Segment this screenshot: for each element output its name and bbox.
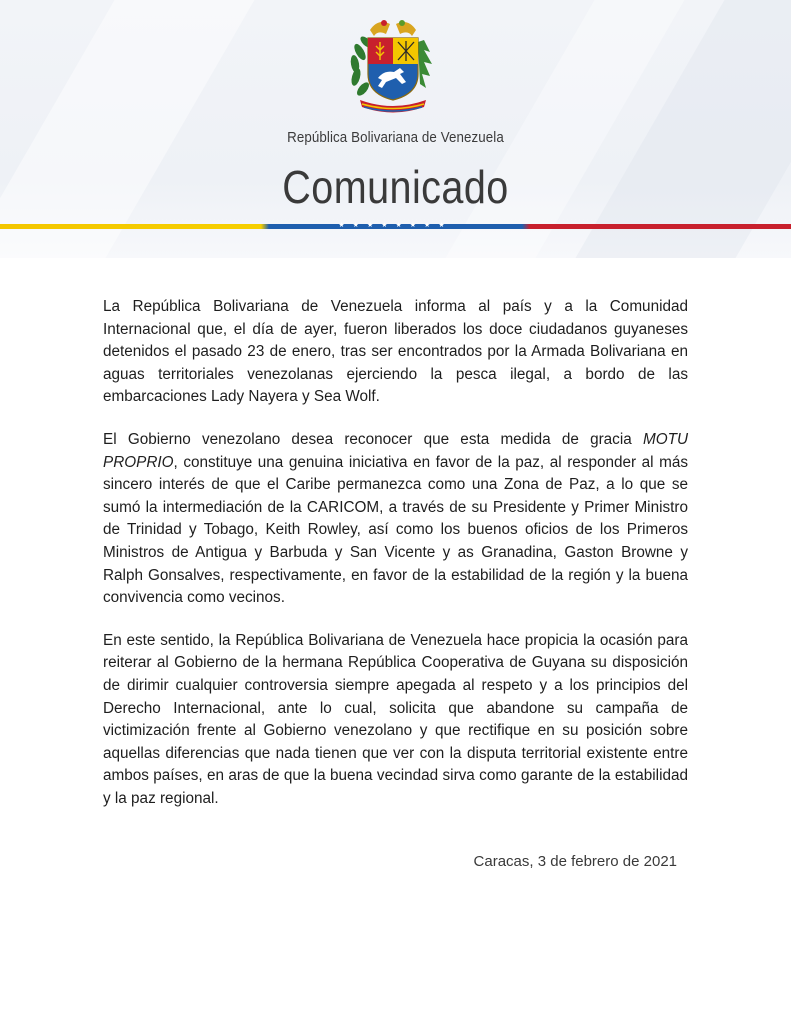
letterhead	[0, 0, 791, 258]
paragraph-2-rest: , constituye una genuina iniciativa en favor de la paz, al responder al más sincero interés de que el Caribe permanezca como una Zona de Paz, a lo que se sumó la intermediación de la CARICOM, a través de su Presidente y Primer Ministro de Trinidad y Tobago, Keith Rowley, así como los buenos oficios de los Primeros Ministros de Antigua y Barbuda y San Vicente y as Granadina, Gaston Browne y Ralph Gonsalves, respectivamente, en favor de la estabilidad de la región y la buena convivencia como vecinos.	[103, 453, 688, 607]
paragraph-1: La República Bolivariana de Venezuela informa al país y a la Comunidad Internacional que, el día de ayer, fueron liberados los doce ciudadanos guyaneses detenidos el pasado 23 de enero, tras ser encontrados por la Armada Bolivariana en aguas territoriales venezolanas ejerciendo la pesca ilegal, a bordo de las embarcaciones Lady Nayera y Sea Wolf.	[103, 298, 688, 406]
place-date: Caracas, 3 de febrero de 2021	[473, 853, 677, 870]
document-title: Comunicado	[282, 161, 509, 213]
paragraph-2	[103, 429, 688, 610]
paragraph-3: En este sentido, la República Bolivariana de Venezuela hace propicia la ocasión para reiterar al Gobierno de la hermana República Cooperativa de Guyana su disposición de dirimir cualquier controversia siempre apegada al respeto y a los principios del Derecho Internacional, ante lo cual, solicita que abandone su campaña de victimización frente al Gobierno venezolano y que rectifique en su posición sobre aquellas diferencias que nada tienen que ver con la disputa territorial existente entre ambos países, en aras de que la buena vecindad sirva como garante de la estabilidad y la paz regional.	[103, 631, 688, 807]
stars-row: ★★★★★★★★	[338, 222, 453, 229]
coat-of-arms-icon	[340, 12, 446, 118]
statement-body	[103, 296, 688, 830]
motu-proprio-emphasis: MOTU PROPRIO	[103, 430, 688, 471]
paragraph-2-lead: El Gobierno venezolano desea reconocer que esta medida de gracia	[103, 430, 643, 448]
issuer-name: República Bolivariana de Venezuela	[287, 130, 504, 146]
